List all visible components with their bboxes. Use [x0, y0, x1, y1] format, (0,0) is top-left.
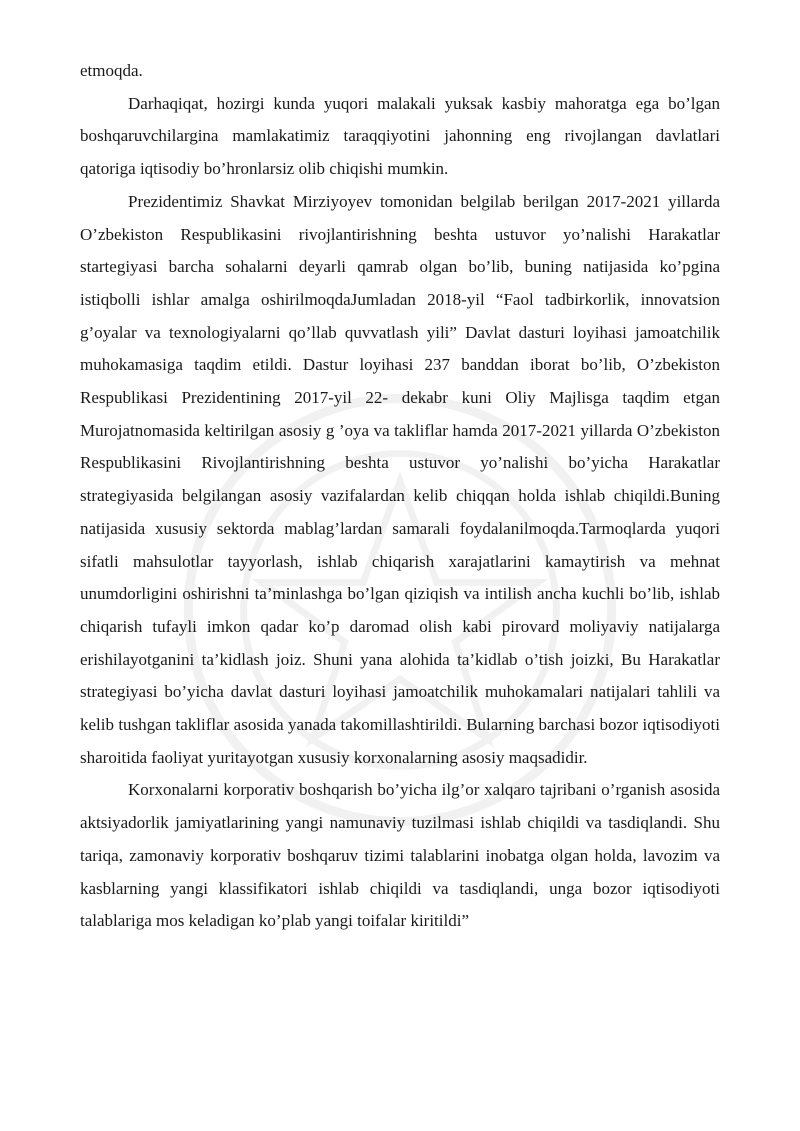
paragraph: Darhaqiqat, hozirgi kunda yuqori malakali yuksak kasbiy mahoratga ega bo’lgan boshqaruvchilargina mamlakatimiz taraqqiyotini jahonning eng rivojlangan davlatlari qatoriga iqtisodiy bo’hronlarsiz olib chiqishi mumkin.: [80, 93, 720, 179]
paragraph: Korxonalarni korporativ boshqarish bo’yicha ilg’or xalqaro tajribani o’rganish asosida aktsiyadorlik jamiyatlarining yangi namunaviy tuzilmasi ishlab chiqildi va tasdiqlandi. Shu tariqa, zamonaviy korporativ boshqaruv tizimi talablarini inobatga olgan holda, lavozim va kasblarning yangi klassifikatori ishlab chiqildi va tasdiqlandi, unga bozor iqtisodiyoti talablariga mos keladigan ko’plab yangi toifalar kiritildi”: [80, 780, 720, 931]
paragraph: Prezidentimiz Shavkat Mirziyoyev tomonidan belgilab berilgan 2017-2021 yillarda O’zbekiston Respublikasini rivojlantirishning beshta ustuvor yo’nalishi Harakatlar startegiyasi barcha sohalarni deyarli qamrab olgan bo’lib, buning natijasida ko’pgina istiqbolli ishlar amalga oshirilmoqdaJumladan 2018-yil “Faol tadbirkorlik, innovatsion g’oyalar va texnologiyalarni qo’llab quvvatlash yili” Davlat dasturi loyihasi jamoatchilik muhokamasiga taqdim etildi. Dastur loyihasi 237 banddan iborat bo’lib, O’zbekiston Respublikasi Prezidentining 2017-yil 22- dekabr kuni Oliy Majlisga taqdim etgan Murojatnomasida keltirilgan asosiy g ’oya va takliflar hamda 2017-2021 yillarda O’zbekiston Respublikasini Rivojlantirishning beshta ustuvor yo’nalishi bo’yicha Harakatlar strategiyasida belgilangan asosiy vazifalardan kelib chiqqan holda ishlab chiqildi.Buning natijasida xususiy sektorda mablag’lardan samarali foydalanilmoqda.Tarmoqlarda yuqori sifatli mahsulotlar tayyorlash, ishlab chiqarish xarajatlarini kamaytirish va mehnat unumdorligini oshirishni ta’minlashga bo’lgan qiziqish va intilish ancha kuchli bo’lib, ishlab chiqarish tufayli imkon qadar ko’p daromad olish kabi pirovard moliyaviy natijalarga erishilayotganini ta’kidlash joiz. Shuni yana alohida ta’kidlab o’tish joizki, Bu Harakatlar strategiyasi bo’yicha davlat dasturi loyihasi jamoatchilik muhokamalari natijalari tahlili va kelib tushgan takliflar asosida yanada takomillashtirildi. Bularning barchasi bozor iqtisodiyoti sharoitida faoliyat yuritayotgan xususiy korxonalarning asosiy maqsadidir.: [80, 191, 720, 767]
document-page: [80, 55, 720, 938]
paragraph-continuation: etmoqda.: [80, 61, 143, 80]
